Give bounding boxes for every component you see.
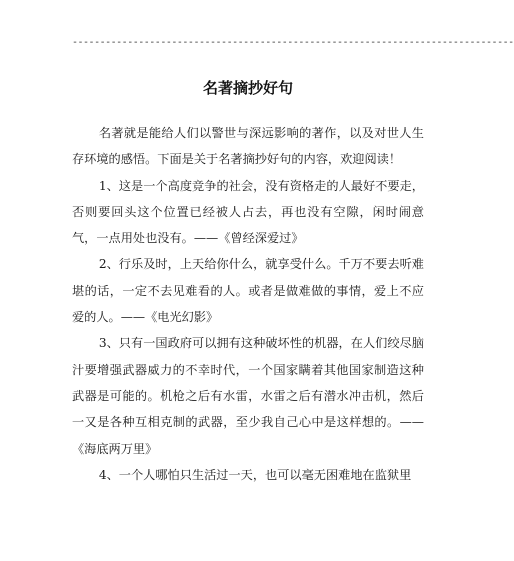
- document-title: 名著摘抄好句: [202, 79, 293, 97]
- header-dashed-rule: --------------------------------------------------------------------------------: [72, 37, 514, 48]
- quote-paragraph-1: 1、这是一个高度竞争的社会，没有资格走的人最好不要走，否则要回头这个位置已经被人占去，再也没有空隙，闲时闹意气，一点用处也没有。——《曾经深爱过》: [72, 178, 424, 246]
- quote-paragraph-4: 4、一个人哪怕只生活过一天，也可以毫无困难地在监狱里: [98, 467, 412, 482]
- document-body: [72, 120, 424, 488]
- quote-paragraph-2: 2、行乐及时，上天给你什么，就享受什么。千万不要去听难堪的话，一定不去见难看的人。或者是做难做的事情，爱上不应爱的人。——《电光幻影》: [72, 257, 424, 325]
- intro-paragraph: 名著就是能给人们以警世与深远影响的著作，以及对世人生存环境的感悟。下面是关于名著摘抄好句的内容，欢迎阅读！: [72, 126, 424, 167]
- quote-paragraph-3: 3、只有一国政府可以拥有这种破坏性的机器，在人们绞尽脑汁要增强武器威力的不幸时代，一个国家瞒着其他国家制造这种武器是可能的。机枪之后有水雷，水雷之后有潜水冲击机，然后一又是各种互相克制的武器，至少我自己心中是这样想的。——《海底两万里》: [72, 336, 424, 456]
